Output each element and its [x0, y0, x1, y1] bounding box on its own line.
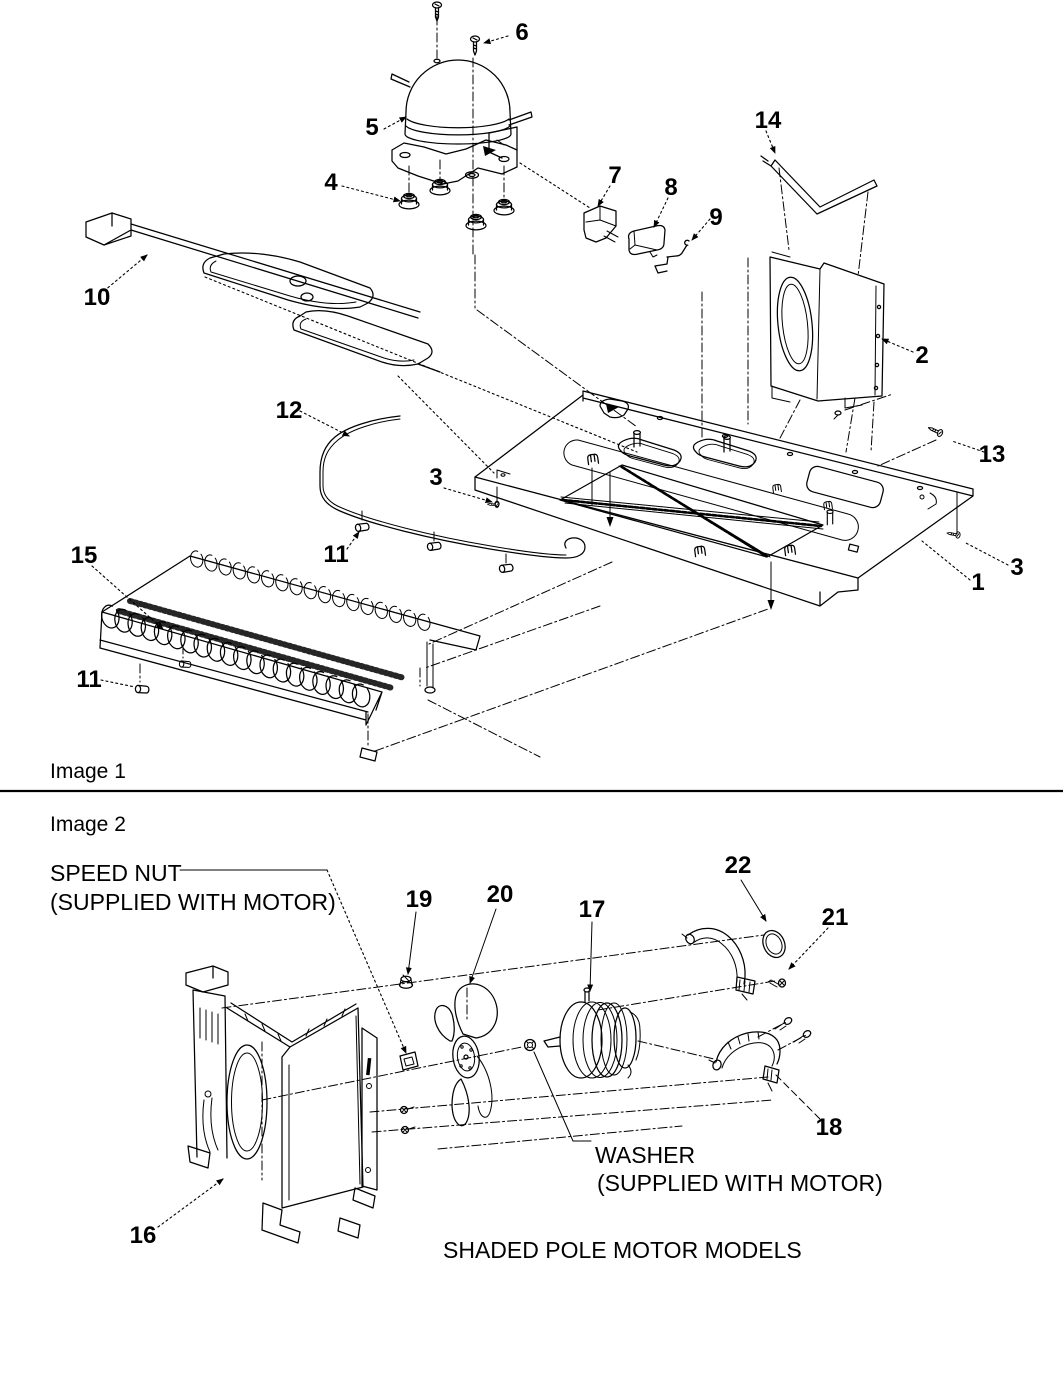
drain-pan: [83, 213, 440, 372]
callout-9: 9: [709, 204, 723, 231]
callout-3-right: 3: [1010, 554, 1024, 581]
base-plate: [475, 391, 973, 610]
callout-7: 7: [608, 162, 622, 189]
callout-19: 19: [405, 886, 433, 913]
condenser-coil: [99, 550, 480, 761]
callout-18: 18: [815, 1114, 843, 1141]
callout-2: 2: [915, 342, 929, 369]
coil-loop: [310, 670, 332, 696]
condenser-fan-shroud: [770, 252, 884, 408]
projection-lines-1: [140, 16, 936, 757]
callout-14: 14: [754, 107, 782, 134]
callout-4: 4: [324, 169, 338, 196]
callout-13: 13: [978, 441, 1006, 468]
speed-nut-label-line1: SPEED NUT: [50, 860, 182, 886]
callout-16: 16: [129, 1222, 157, 1249]
motor-mount-strap-upper: [682, 928, 755, 1000]
bracket-screws: [775, 1016, 812, 1043]
image1-caption: Image 1: [50, 760, 126, 783]
motor-mount-bracket-lower: [709, 1032, 780, 1091]
refrigerant-tube: [320, 416, 585, 558]
x-brace: [560, 465, 823, 557]
image2-caption: Image 2: [50, 813, 126, 836]
callout-21: 21: [821, 904, 849, 931]
coil-loops-back: [189, 550, 432, 632]
callout-1: 1: [971, 569, 985, 596]
washer: [525, 1040, 536, 1051]
speed-nut: [400, 1052, 418, 1070]
callout-12: 12: [275, 397, 303, 424]
wire-clip: [655, 240, 689, 273]
projection-lines-2: [222, 935, 808, 1205]
callout-20: 20: [486, 881, 514, 908]
push-nut: [400, 975, 413, 988]
callout-8: 8: [664, 174, 678, 201]
grommet-ring: [759, 927, 790, 961]
speed-nut-label-line2: (SUPPLIED WITH MOTOR): [50, 889, 336, 915]
top-bracket: [761, 156, 877, 214]
callout-22: 22: [724, 852, 752, 879]
washer-label-line1: WASHER: [595, 1142, 696, 1168]
fan-blade: [435, 984, 498, 1126]
washer-label-line2: (SUPPLIED WITH MOTOR): [597, 1170, 883, 1196]
compressor-mounts: [600, 399, 756, 469]
callout-6: 6: [515, 19, 529, 46]
compressor: [391, 59, 532, 184]
callout-17: 17: [578, 896, 606, 923]
callout-3-left: 3: [429, 464, 443, 491]
callout-11-bottom: 11: [76, 666, 102, 693]
callout-10: 10: [83, 284, 111, 311]
image2-text-labels: [50, 860, 883, 1263]
mount-screw: [768, 979, 786, 987]
relay: [584, 206, 618, 242]
tube-clips: [355, 522, 514, 573]
callout-5: 5: [365, 114, 379, 141]
motor: [544, 988, 640, 1078]
mounting-grommets: [399, 179, 514, 230]
compressor-screws: [433, 2, 480, 55]
footer-label: SHADED POLE MOTOR MODELS: [443, 1237, 802, 1263]
projection-dotted-1: [205, 163, 637, 473]
callout-15: 15: [70, 542, 98, 569]
image1-callouts: [71, 19, 1024, 693]
callout-11-mid: 11: [323, 541, 349, 568]
capacitor: [629, 226, 665, 258]
compressor-bracket: [489, 127, 517, 158]
